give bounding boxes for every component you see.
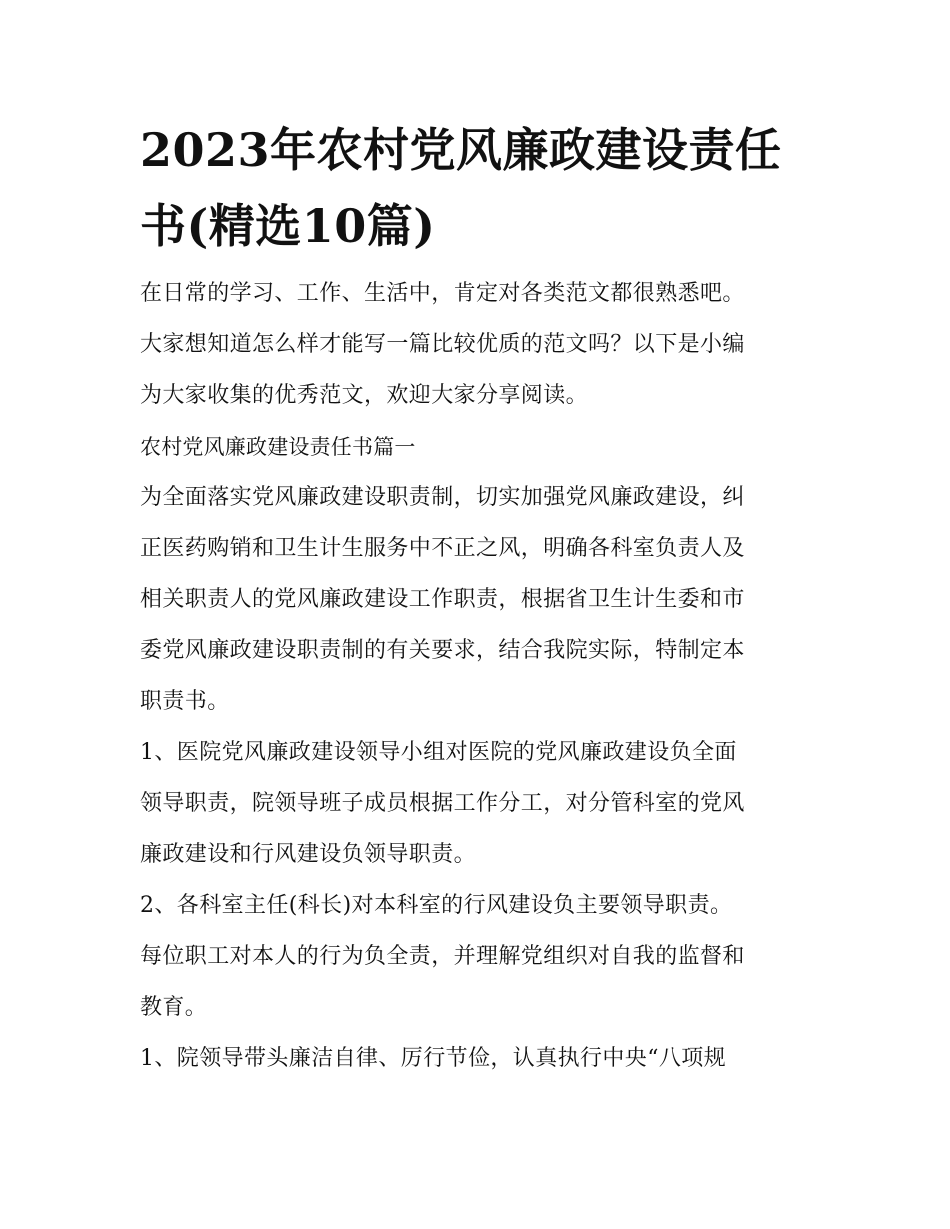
section-heading: 农村党风廉政建设责任书篇一 xyxy=(140,435,416,459)
document-title xyxy=(140,112,820,264)
intro-line-1: 在日常的学习、工作、生活中，肯定对各类范文都很熟悉吧。 xyxy=(140,281,745,306)
title-line-2: 书(精选10篇) xyxy=(140,199,436,253)
item-2-line-1: 2、各科室主任(科长)对本科室的行风建设负主要领导职责。 xyxy=(140,893,733,918)
item-1-line-1: 1、医院党风廉政建设领导小组对医院的党风廉政建设负全面 xyxy=(140,740,737,765)
paragraph-line-1: 为全面落实党风廉政建设职责制，切实加强党风廉政建设，纠 xyxy=(140,485,745,510)
item-1-line-2: 领导职责，院领导班子成员根据工作分工，对分管科室的党风 xyxy=(140,791,745,816)
item-2-line-3: 教育。 xyxy=(140,995,208,1020)
paragraph-line-3: 相关职责人的党风廉政建设工作职责，根据省卫生计生委和市 xyxy=(140,587,745,612)
paragraph-line-2: 正医药购销和卫生计生服务中不正之风，明确各科室负责人及 xyxy=(140,536,745,561)
item-1-line-3: 廉政建设和行风建设负领导职责。 xyxy=(140,842,477,867)
intro-line-3: 为大家收集的优秀范文，欢迎大家分享阅读。 xyxy=(140,383,589,408)
title-line-1: 2023年农村党风廉政建设责任 xyxy=(140,123,782,177)
item-3-line-1: 1、院领导带头廉洁自律、厉行节俭，认真执行中央“八项规 xyxy=(140,1046,727,1071)
document-body xyxy=(140,279,820,1095)
paragraph-line-5: 职责书。 xyxy=(140,689,230,714)
intro-line-2: 大家想知道怎么样才能写一篇比较优质的范文吗？以下是小编 xyxy=(140,332,745,357)
paragraph-line-4: 委党风廉政建设职责制的有关要求，结合我院实际，特制定本 xyxy=(140,638,745,663)
item-2-line-2: 每位职工对本人的行为负全责，并理解党组织对自我的监督和 xyxy=(140,944,745,969)
